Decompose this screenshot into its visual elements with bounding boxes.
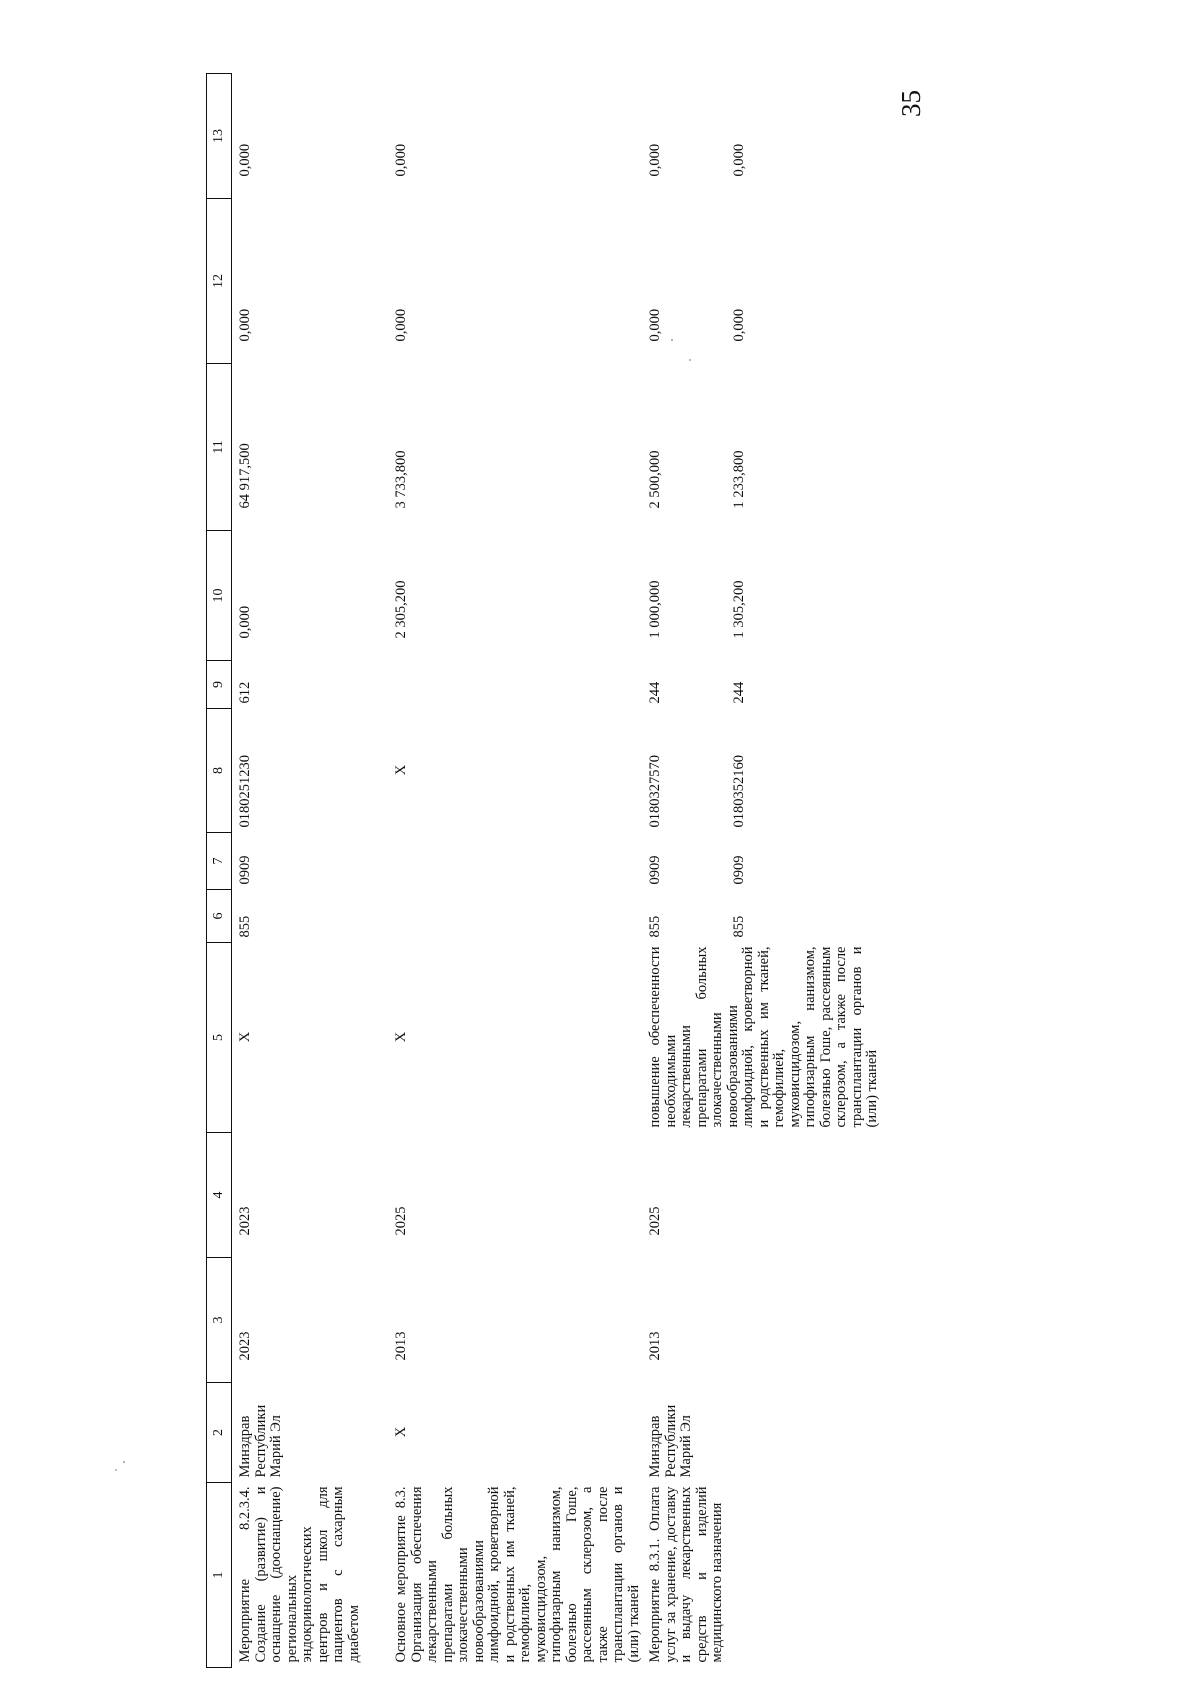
- header-row: [207, 74, 232, 1668]
- end-year: 2025: [393, 1206, 409, 1236]
- amount-col-13: 0,000: [237, 143, 253, 177]
- table-row: [388, 74, 642, 1668]
- column-header: 8: [207, 709, 232, 833]
- table-row: [642, 74, 726, 1668]
- column-header: 4: [207, 1133, 232, 1258]
- section-code: 0909: [237, 855, 253, 885]
- amount-col-11: 64 917,500: [237, 443, 253, 509]
- executor: Минздрав Республики Марий Эл: [237, 1404, 284, 1478]
- amount-col-12: 0,000: [647, 308, 663, 342]
- expense-type-code: 244: [647, 681, 663, 704]
- amount-col-11: 2 500,000: [647, 450, 663, 509]
- amount-col-13: 0,000: [393, 143, 409, 177]
- column-header: 6: [207, 890, 232, 943]
- grbs-code: 855: [237, 915, 253, 938]
- target-article-code: 0180327570: [647, 755, 663, 828]
- section-code: [388, 833, 642, 890]
- measure-name: Мероприятие 8.2.3.4. Создание (развитие) и оснащение (дооснащение) региональных эндокринологических центров и школ для пациентов с сахарным диабетом: [237, 1486, 362, 1663]
- amount-col-12: 0,000: [237, 308, 253, 342]
- amount-col-10: 2 305,200: [393, 580, 409, 639]
- column-header: 7: [207, 833, 232, 890]
- measure-name: [726, 1483, 1002, 1668]
- expense-type-code: 612: [237, 681, 253, 704]
- column-header: 13: [207, 74, 232, 199]
- expected-result: повышение обеспеченности необходимыми лекарственными препаратами больных злокачественными новообразованиями лимфоидной, кроветворной и родственных им тканей, гемофилией, муковисцидозом, гипофизарным нанизмом, болезнью Гоше, рассеянным склерозом, а также после трансплантации органов и (или) тканей: [647, 946, 880, 1128]
- section-code: 0909: [647, 855, 663, 885]
- executor: [726, 1383, 1002, 1483]
- amount-col-10: 1 000,000: [647, 580, 663, 639]
- amount-col-12: 0,000: [730, 308, 747, 342]
- amount-col-12: 0,000: [393, 308, 409, 342]
- amount-col-11: 1 233,800: [730, 450, 747, 509]
- column-header: 3: [207, 1258, 232, 1383]
- section-code: 0909: [730, 855, 747, 885]
- end-year: 2025: [647, 1206, 663, 1236]
- program-table: [206, 73, 1002, 1668]
- expected-result: Х: [393, 1031, 409, 1043]
- measure-name: Основное мероприятие 8.3. Организация обеспечения лекарственными препаратами больных злокачественными новообразованиями лимфоидной, кроветворной и родственных им тканей, гемофилией, муковисцидозом, гипофизарным нанизмом, болезнью Гоше, рассеянным склерозом, а также после трансплантации органов и (или) тканей: [393, 1486, 642, 1663]
- start-year: [726, 1258, 1002, 1383]
- page-number: 35: [896, 90, 926, 117]
- target-article-code: Х: [393, 764, 409, 776]
- amount-col-10: 0,000: [237, 605, 253, 639]
- executor: Х: [393, 1426, 409, 1438]
- start-year: 2023: [237, 1331, 253, 1361]
- column-header: 1: [207, 1483, 232, 1668]
- executor: Минздрав Республики Марий Эл: [647, 1404, 694, 1478]
- table-row: [726, 74, 1002, 1668]
- column-header: 2: [207, 1383, 232, 1483]
- table-row: [232, 74, 389, 1668]
- amount-col-13: 0,000: [647, 143, 663, 177]
- column-header: 12: [207, 199, 232, 364]
- expense-type-code: 244: [730, 681, 747, 704]
- end-year: 2023: [237, 1206, 253, 1236]
- column-header: 11: [207, 364, 232, 531]
- expense-type-code: [388, 661, 642, 709]
- column-header: 5: [207, 943, 232, 1133]
- target-article-code: 0180251230: [237, 755, 253, 828]
- amount-col-13: 0,000: [730, 143, 747, 177]
- amount-col-10: 1 305,200: [730, 580, 747, 639]
- amount-col-11: 3 733,800: [393, 450, 409, 509]
- start-year: 2013: [393, 1331, 409, 1361]
- grbs-code: [388, 890, 642, 943]
- column-header: 9: [207, 661, 232, 709]
- start-year: 2013: [647, 1331, 663, 1361]
- column-header: 10: [207, 531, 232, 661]
- grbs-code: 855: [730, 915, 747, 938]
- grbs-code: 855: [647, 915, 663, 938]
- rotated-page: [206, 74, 1200, 1668]
- target-article-code: 0180352160: [730, 755, 747, 828]
- measure-name: Мероприятие 8.3.1. Оплата услуг за хранение, доставку и выдачу лекарственных средств и изделий медицинского назначения: [647, 1486, 725, 1663]
- expected-result: Х: [237, 1031, 253, 1043]
- end-year: [726, 1133, 1002, 1258]
